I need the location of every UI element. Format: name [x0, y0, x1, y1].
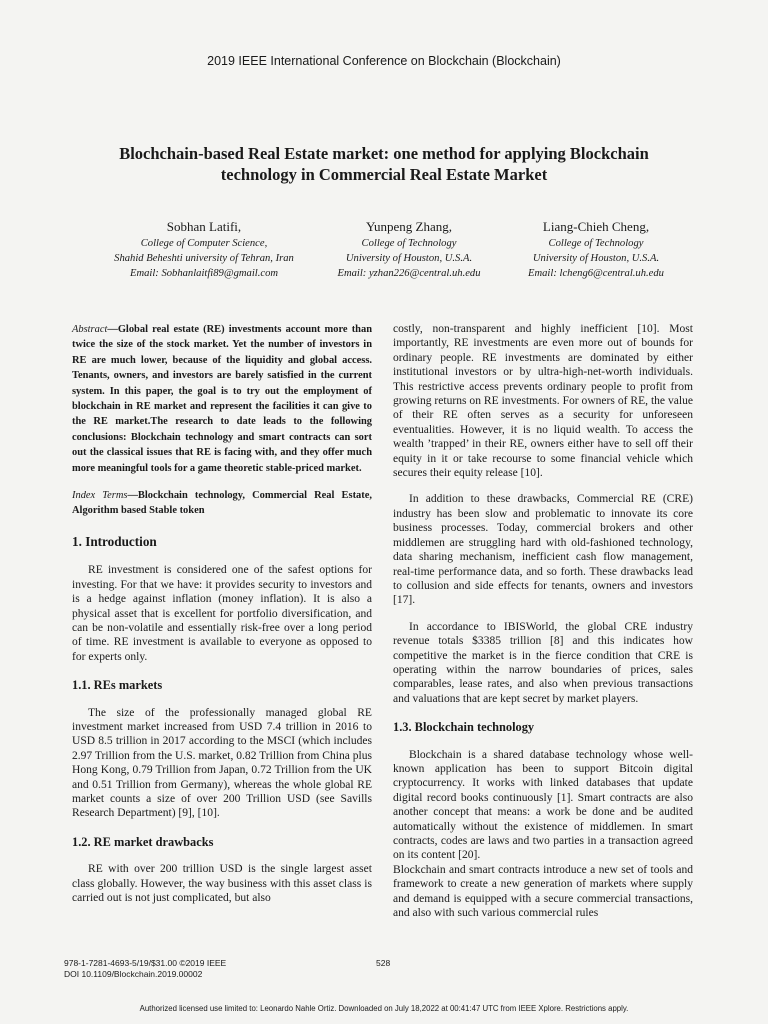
- conference-header: 2019 IEEE International Conference on Blockchain (Blockchain): [207, 54, 561, 68]
- author-name: Yunpeng Zhang,: [366, 219, 452, 234]
- section-heading-res-markets: 1.1. REs markets: [72, 678, 163, 693]
- section-heading-blockchain-technology: 1.3. Blockchain technology: [393, 720, 535, 735]
- paragraph: In accordance to IBISWorld, the global CRE industry revenue totals $3385 trillion [8] and this indicates how competitive the market is in the fierce condition that CRE is operating within the narrow boundaries of prices, sales comparables, lease rates, and also when previous transactions and valuations that are kept secret by market players.: [393, 620, 693, 705]
- paper-title: [80, 143, 688, 185]
- paragraph: In addition to these drawbacks, Commercial RE (CRE) industry has been slow and problematic to innovate its core business processes. Today, commercial brokers and other middlemen are struggling hard with old-fashioned technology, data sharing mechanism, inefficient cash flow management, real-time performance data, and so forth. These drawbacks lead to collusion and side effects for tenants, owners and investors [17].: [393, 493, 693, 607]
- abstract: [72, 322, 372, 476]
- footer-doi: DOI 10.1109/Blockchain.2019.00002: [64, 968, 203, 979]
- title-line-2: technology in Commercial Real Estate Market: [220, 165, 548, 184]
- author-block-2: [309, 219, 509, 281]
- footer-publication-info: [64, 958, 226, 979]
- paragraph: The size of the professionally managed global RE investment market increased from USD 7.4 trillion in 2016 to USD 8.5 trillion in 2017 according to the MSCI (which includes 2.97 Trillion from the U.S. market, 0.82 Trillion from China plus Hong Kong, 0.79 Trillion from Japan, 0.72 Trillion from the UK and 0.51 Trillion from Germany), whereas the whole global RE market counts a size of over 200 Trillion USD (see Savills Research Department) [9], [10].: [72, 706, 372, 820]
- author-affiliation: College of Technology: [361, 238, 457, 249]
- paragraph: RE with over 200 trillion USD is the single largest asset class globally. However, the way business with this asset class is carried out is not just complicated, but also: [72, 863, 372, 904]
- author-name: Liang-Chieh Cheng,: [542, 219, 650, 234]
- author-affiliation: Shahid Beheshti university of Tehran, Iran: [114, 253, 294, 264]
- abstract-label: Abstract: [72, 324, 108, 335]
- author-affiliation: University of Houston, U.S.A.: [532, 253, 660, 264]
- author-block-1: [104, 219, 304, 281]
- page-number: 528: [376, 958, 391, 968]
- index-terms: [72, 488, 372, 519]
- paragraph: RE investment is considered one of the safest options for investing. For that we have: it provides security to investors and is a hedge against inflation (money inflation). It is also a physical asset that is excellent for portfolio diversification, and can be non-volatile and essentially risk-free over a long period of time. RE investment is available to everyone as opposed to for experts only.: [72, 564, 372, 663]
- author-email: Email: yzhan226@central.uh.edu: [337, 268, 481, 279]
- paragraph: Blockchain and smart contracts introduce a new set of tools and framework to create a new generation of markets where supply and demand is equipped with a secure commercial transactions, and also with such various commercial rules: [393, 863, 693, 920]
- license-note: Authorized licensed use limited to: Leonardo Nahle Ortiz. Downloaded on July 18,2022 at 00:41:47 UTC from IEEE Xplore. Restrictions apply.: [139, 1004, 629, 1013]
- index-terms-label: Index Terms: [72, 490, 128, 502]
- author-email: Email: lcheng6@central.uh.edu: [528, 268, 664, 279]
- author-block-3: [496, 219, 696, 281]
- author-affiliation: College of Technology: [548, 238, 644, 249]
- author-affiliation: College of Computer Science,: [140, 238, 268, 249]
- section-heading-market-drawbacks: 1.2. RE market drawbacks: [72, 834, 214, 849]
- author-name: Sobhan Latifi,: [166, 219, 242, 234]
- paragraph: Blockchain is a shared database technology whose well-known application has been to support Bitcoin digital cryptocurrency. It works with linked databases that update digital record books continuously [1]. Smart contracts are also another concept that means: a work be done and be audited automatically without the existence of middlemen. In smart contracts, codes are laws and two parties in a transaction agreed on its content [20].: [393, 748, 693, 862]
- paragraph: costly, non-transparent and highly inefficient [10]. Most importantly, RE investments are even more out of bounds for ordinary people. RE investments are dominated by either institutional investors or by ultra-high-net-worth individuals. This restrictive access prevents ordinary people to profit from growing returns on RE investments. For owners of RE, the value of their RE often serves as a security for unforeseen eventualities. However, it is no liquid wealth. To access the wealth ’trapped’ in their RE, owners either have to sell off their equity in it or take recourse to some financial vehicle which secures their equity release [10].: [393, 323, 693, 480]
- right-column: [393, 322, 693, 932]
- index-terms-text: —Blockchain technology, Commercial Real Estate, Algorithm based Stable token: [72, 490, 372, 517]
- footer-isbn: 978-1-7281-4693-5/19/$31.00 ©2019 IEEE: [64, 958, 227, 968]
- left-column: [72, 322, 372, 917]
- abstract-text: —Global real estate (RE) investments account more than twice the size of the stock market. Yet the number of investors in RE are much lower, because of the liquidity and global access. Tenants, owners, and investors are barely satisfied in the current system. In this paper, the goal is to try out the employment of blockchain in RE market and represent the facilities it can give to the RE market.The research to date leads to the following conclusions: Blockchain technology and smart contracts can sort out the classical issues that RE is facing with, and they offer much more meaningful tools for a game theoretic stable-priced market.: [72, 324, 372, 474]
- title-line-1: Blochchain-based Real Estate market: one method for applying Blockchain: [119, 144, 649, 163]
- author-affiliation: University of Houston, U.S.A.: [345, 253, 473, 264]
- author-email: Email: Sobhanlaitfi89@gmail.com: [129, 268, 279, 279]
- section-heading-introduction: 1. Introduction: [72, 533, 157, 549]
